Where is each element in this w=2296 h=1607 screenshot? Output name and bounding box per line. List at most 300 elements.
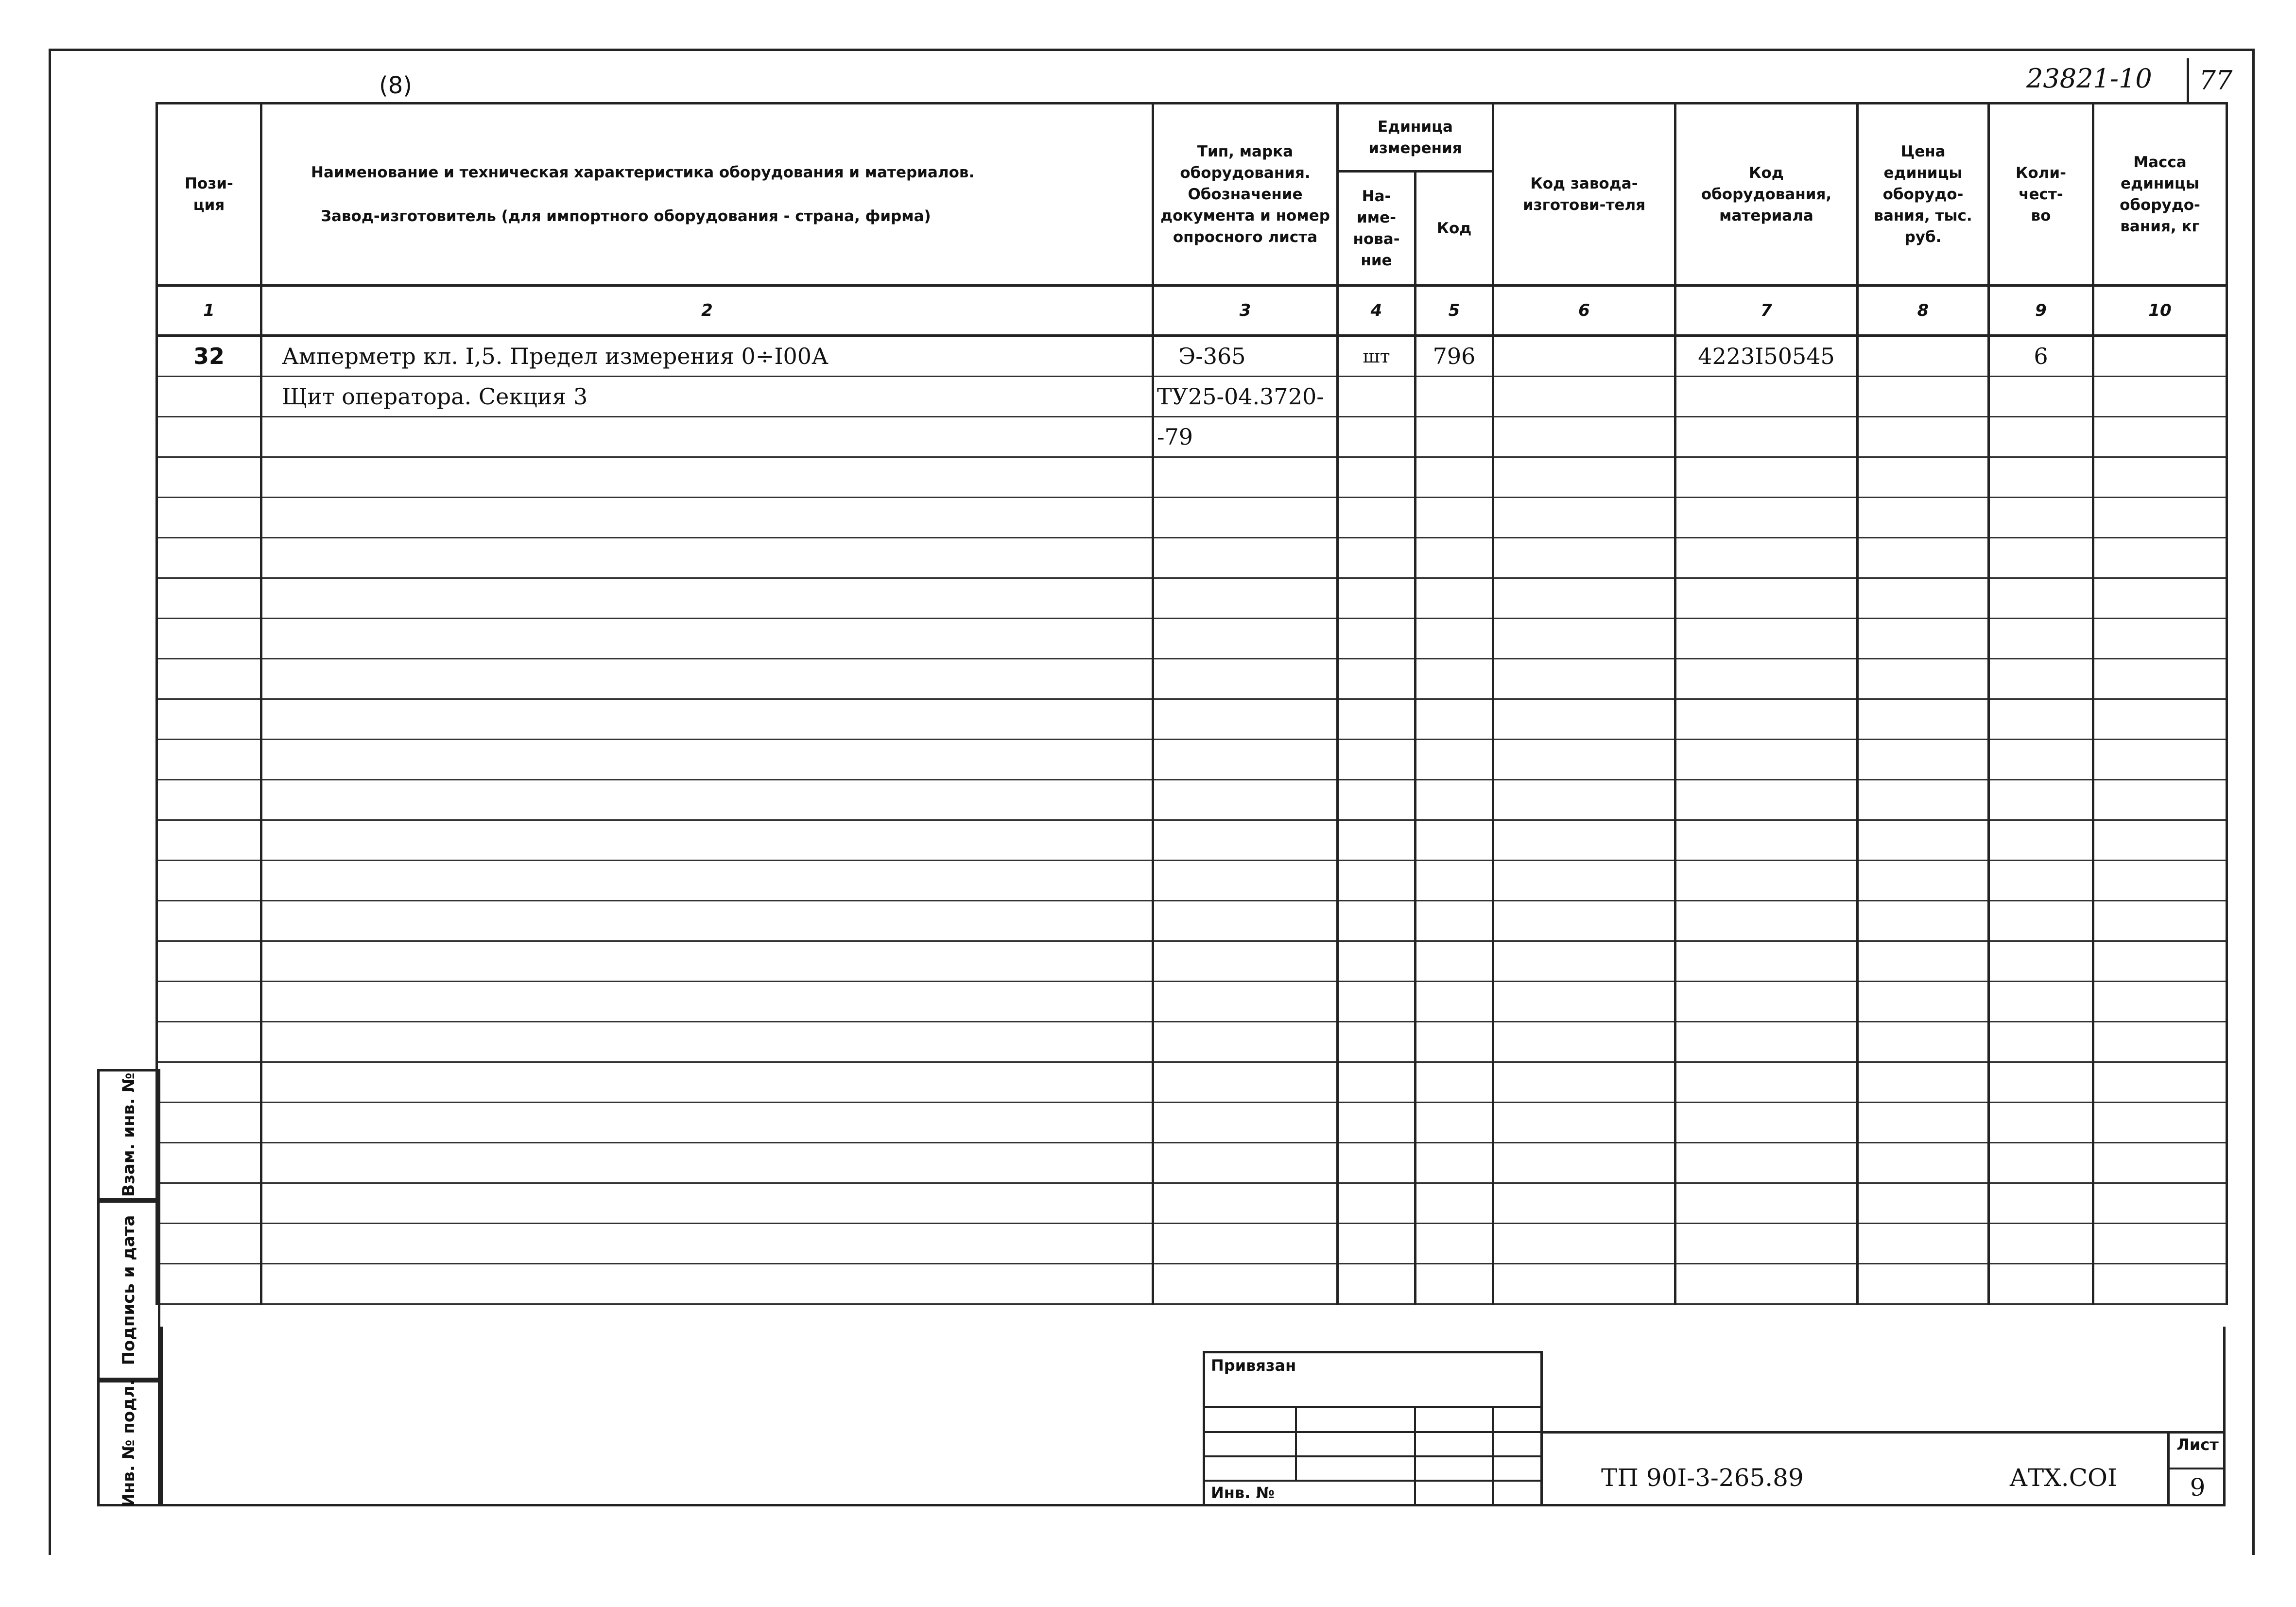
cell-price xyxy=(1858,659,1989,699)
cell-factory-code xyxy=(1493,417,1675,457)
cell-position xyxy=(157,1062,261,1103)
cell-mass xyxy=(2093,417,2227,457)
cell-name xyxy=(261,740,1153,780)
header-unit-name: На- име- нова- ние xyxy=(1338,172,1416,286)
cell-unit-code xyxy=(1416,941,1493,982)
privyazan-block xyxy=(1203,1351,1543,1506)
privyazan-divider xyxy=(1295,1406,1297,1480)
cell-mass xyxy=(2093,901,2227,941)
cell-mass xyxy=(2093,1062,2227,1103)
cell-type: -79 xyxy=(1153,417,1338,457)
table-row-empty xyxy=(157,659,2227,699)
cell-equipment-code xyxy=(1675,1103,1858,1143)
column-number: 7 xyxy=(1675,286,1858,336)
cell-position xyxy=(157,1264,261,1304)
cell-position xyxy=(157,538,261,578)
cell-equipment-code xyxy=(1675,1224,1858,1264)
header-factory-code: Код завода-изготови-теля xyxy=(1493,104,1675,286)
cell-equipment-code xyxy=(1675,538,1858,578)
cell-unit-name xyxy=(1338,941,1416,982)
privyazan-divider xyxy=(1205,1431,1540,1433)
cell-unit-code xyxy=(1416,1183,1493,1224)
table-row-empty xyxy=(157,457,2227,498)
cell-mass xyxy=(2093,1224,2227,1264)
privyazan-divider xyxy=(1492,1406,1494,1506)
cell-type xyxy=(1153,659,1338,699)
cell-quantity xyxy=(1989,740,2093,780)
cell-equipment-code xyxy=(1675,659,1858,699)
table-row xyxy=(157,336,2227,377)
cell-position xyxy=(157,982,261,1022)
cell-quantity xyxy=(1989,1264,2093,1304)
cell-factory-code xyxy=(1493,941,1675,982)
cell-unit-code xyxy=(1416,699,1493,740)
cell-name: Амперметр кл. I,5. Предел измерения 0÷I00А xyxy=(261,336,1153,377)
cell-type: ТУ25-04.3720- xyxy=(1153,377,1338,417)
cell-equipment-code xyxy=(1675,820,1858,861)
cell-type xyxy=(1153,1103,1338,1143)
header-unit-group: Единица измерения xyxy=(1338,104,1493,172)
cell-position xyxy=(157,1143,261,1183)
cell-equipment-code xyxy=(1675,417,1858,457)
table-row-empty xyxy=(157,578,2227,619)
cell-price xyxy=(1858,619,1989,659)
stamp-podpis-data-label: Подпись и дата xyxy=(119,1215,138,1365)
header-unit-code: Код xyxy=(1416,172,1493,286)
cell-equipment-code xyxy=(1675,982,1858,1022)
table-row-empty xyxy=(157,1022,2227,1062)
document-id: 23821-10 xyxy=(2026,63,2152,94)
column-number: 8 xyxy=(1858,286,1989,336)
cell-factory-code xyxy=(1493,1264,1675,1304)
cell-name xyxy=(261,1022,1153,1062)
cell-type xyxy=(1153,1022,1338,1062)
header-name-line1: Наименование и техническая характеристика оборудования и материалов. xyxy=(311,164,975,181)
cell-quantity xyxy=(1989,619,2093,659)
document-code-block xyxy=(1543,1431,2226,1506)
header-quantity: Коли- чест- во xyxy=(1989,104,2093,286)
cell-unit-code xyxy=(1416,1103,1493,1143)
cell-unit-name xyxy=(1338,820,1416,861)
cell-mass xyxy=(2093,740,2227,780)
cell-type xyxy=(1153,578,1338,619)
cell-type xyxy=(1153,498,1338,538)
cell-factory-code xyxy=(1493,377,1675,417)
cell-unit-code xyxy=(1416,901,1493,941)
cell-price xyxy=(1858,1264,1989,1304)
cell-quantity xyxy=(1989,1143,2093,1183)
privyazan-label: Привязан xyxy=(1211,1356,1296,1375)
cell-type xyxy=(1153,1264,1338,1304)
cell-position xyxy=(157,1103,261,1143)
cell-equipment-code xyxy=(1675,1183,1858,1224)
cell-unit-code xyxy=(1416,1264,1493,1304)
cell-price xyxy=(1858,861,1989,901)
cell-price xyxy=(1858,780,1989,820)
cell-mass xyxy=(2093,780,2227,820)
cell-factory-code xyxy=(1493,1183,1675,1224)
table-row-empty xyxy=(157,699,2227,740)
cell-unit-code xyxy=(1416,498,1493,538)
cell-equipment-code xyxy=(1675,578,1858,619)
cell-type xyxy=(1153,619,1338,659)
cell-factory-code xyxy=(1493,1224,1675,1264)
table-row-empty xyxy=(157,1264,2227,1304)
table-row-empty xyxy=(157,1103,2227,1143)
column-number: 5 xyxy=(1416,286,1493,336)
cell-type xyxy=(1153,1143,1338,1183)
cell-price xyxy=(1858,457,1989,498)
cell-unit-code xyxy=(1416,578,1493,619)
cell-position xyxy=(157,941,261,982)
cell-quantity xyxy=(1989,982,2093,1022)
cell-position xyxy=(157,820,261,861)
table-row-empty xyxy=(157,861,2227,901)
table-row-empty xyxy=(157,1183,2227,1224)
table-row xyxy=(157,377,2227,417)
cell-unit-name xyxy=(1338,982,1416,1022)
cell-equipment-code xyxy=(1675,1062,1858,1103)
cell-factory-code xyxy=(1493,820,1675,861)
cell-mass xyxy=(2093,1264,2227,1304)
document-section: АТХ.СОI xyxy=(2009,1464,2117,1492)
cell-unit-name xyxy=(1338,1062,1416,1103)
cell-unit-name xyxy=(1338,1264,1416,1304)
sheet-id: 77 xyxy=(2187,58,2243,103)
cell-quantity xyxy=(1989,1062,2093,1103)
cell-quantity xyxy=(1989,377,2093,417)
cell-factory-code xyxy=(1493,538,1675,578)
cell-unit-code xyxy=(1416,1143,1493,1183)
cell-position xyxy=(157,740,261,780)
header-equipment-code: Код оборудования, материала xyxy=(1675,104,1858,286)
cell-quantity: 6 xyxy=(1989,336,2093,377)
cell-mass xyxy=(2093,377,2227,417)
cell-unit-name xyxy=(1338,1022,1416,1062)
cell-position xyxy=(157,861,261,901)
cell-unit-name xyxy=(1338,619,1416,659)
cell-position xyxy=(157,1224,261,1264)
cell-price xyxy=(1858,1143,1989,1183)
header-mass: Масса единицы оборудо-вания, кг xyxy=(2093,104,2227,286)
cell-name xyxy=(261,1103,1153,1143)
cell-mass xyxy=(2093,820,2227,861)
table-row-empty xyxy=(157,1143,2227,1183)
stamp-inv-podl xyxy=(97,1380,160,1506)
cell-factory-code xyxy=(1493,578,1675,619)
cell-unit-name xyxy=(1338,861,1416,901)
cell-type xyxy=(1153,1062,1338,1103)
cell-position xyxy=(157,498,261,538)
cell-unit-name xyxy=(1338,740,1416,780)
privyazan-divider xyxy=(1205,1406,1540,1408)
cell-quantity xyxy=(1989,1224,2093,1264)
cell-name xyxy=(261,1224,1153,1264)
table-row-empty xyxy=(157,740,2227,780)
cell-price xyxy=(1858,377,1989,417)
cell-position xyxy=(157,619,261,659)
cell-unit-code xyxy=(1416,820,1493,861)
cell-unit-name xyxy=(1338,1103,1416,1143)
inv-no-label: Инв. № xyxy=(1211,1484,1275,1502)
cell-unit-name xyxy=(1338,1224,1416,1264)
cell-equipment-code xyxy=(1675,780,1858,820)
cell-unit-name xyxy=(1338,901,1416,941)
privyazan-divider xyxy=(1205,1455,1540,1457)
cell-factory-code xyxy=(1493,336,1675,377)
cell-type xyxy=(1153,861,1338,901)
cell-unit-code xyxy=(1416,780,1493,820)
cell-quantity xyxy=(1989,1022,2093,1062)
cell-type xyxy=(1153,982,1338,1022)
table-row-empty xyxy=(157,1062,2227,1103)
sheet-box xyxy=(2167,1434,2226,1506)
cell-quantity xyxy=(1989,780,2093,820)
cell-factory-code xyxy=(1493,861,1675,901)
column-number: 10 xyxy=(2093,286,2227,336)
cell-mass xyxy=(2093,538,2227,578)
column-number: 3 xyxy=(1153,286,1338,336)
privyazan-divider xyxy=(1414,1406,1416,1506)
cell-equipment-code xyxy=(1675,941,1858,982)
cell-factory-code xyxy=(1493,699,1675,740)
cell-price xyxy=(1858,1103,1989,1143)
cell-equipment-code xyxy=(1675,1264,1858,1304)
cell-position: 32 xyxy=(157,336,261,377)
table-row-empty xyxy=(157,619,2227,659)
table-row-empty xyxy=(157,941,2227,982)
table-row-empty xyxy=(157,982,2227,1022)
column-number: 4 xyxy=(1338,286,1416,336)
cell-position xyxy=(157,780,261,820)
cell-quantity xyxy=(1989,820,2093,861)
cell-type xyxy=(1153,457,1338,498)
cell-unit-name xyxy=(1338,457,1416,498)
cell-name xyxy=(261,457,1153,498)
cell-price xyxy=(1858,901,1989,941)
cell-type: Э-365 xyxy=(1153,336,1338,377)
cell-name xyxy=(261,820,1153,861)
cell-position xyxy=(157,901,261,941)
cell-quantity xyxy=(1989,457,2093,498)
cell-unit-name xyxy=(1338,417,1416,457)
cell-position xyxy=(157,699,261,740)
cell-mass xyxy=(2093,498,2227,538)
cell-equipment-code xyxy=(1675,699,1858,740)
cell-price xyxy=(1858,1022,1989,1062)
header-type: Тип, марка оборудования. Обозначение документа и номер опросного листа xyxy=(1153,104,1338,286)
cell-position xyxy=(157,1183,261,1224)
cell-factory-code xyxy=(1493,780,1675,820)
cell-type xyxy=(1153,699,1338,740)
cell-name xyxy=(261,659,1153,699)
cell-quantity xyxy=(1989,941,2093,982)
cell-price xyxy=(1858,1062,1989,1103)
cell-unit-code xyxy=(1416,1062,1493,1103)
cell-equipment-code xyxy=(1675,498,1858,538)
cell-unit-code xyxy=(1416,377,1493,417)
cell-price xyxy=(1858,699,1989,740)
cell-mass xyxy=(2093,1022,2227,1062)
cell-mass xyxy=(2093,861,2227,901)
cell-name xyxy=(261,1062,1153,1103)
cell-unit-code xyxy=(1416,659,1493,699)
cell-type xyxy=(1153,1183,1338,1224)
cell-factory-code xyxy=(1493,740,1675,780)
cell-name xyxy=(261,1264,1153,1304)
cell-factory-code xyxy=(1493,901,1675,941)
cell-name xyxy=(261,619,1153,659)
cell-unit-name xyxy=(1338,780,1416,820)
column-number: 2 xyxy=(261,286,1153,336)
cell-unit-name xyxy=(1338,659,1416,699)
cell-mass xyxy=(2093,1103,2227,1143)
cell-type xyxy=(1153,538,1338,578)
table-row-empty xyxy=(157,820,2227,861)
table-row-empty xyxy=(157,780,2227,820)
header-position: Пози- ция xyxy=(157,104,261,286)
cell-equipment-code: 4223I50545 xyxy=(1675,336,1858,377)
cell-quantity xyxy=(1989,659,2093,699)
cell-factory-code xyxy=(1493,982,1675,1022)
cell-factory-code xyxy=(1493,1022,1675,1062)
cell-mass xyxy=(2093,1143,2227,1183)
cell-quantity xyxy=(1989,1103,2093,1143)
cell-quantity xyxy=(1989,901,2093,941)
cell-equipment-code xyxy=(1675,861,1858,901)
privyazan-divider xyxy=(1205,1480,1540,1482)
cell-unit-name xyxy=(1338,699,1416,740)
stamp-podpis-data xyxy=(97,1200,160,1380)
cell-price xyxy=(1858,820,1989,861)
cell-mass xyxy=(2093,1183,2227,1224)
cell-equipment-code xyxy=(1675,377,1858,417)
cell-price xyxy=(1858,1183,1989,1224)
table-row-empty xyxy=(157,901,2227,941)
sheet-number: 9 xyxy=(2170,1468,2226,1502)
cell-price xyxy=(1858,417,1989,457)
cell-unit-name xyxy=(1338,1143,1416,1183)
table-row-empty xyxy=(157,538,2227,578)
cell-name xyxy=(261,780,1153,820)
cell-name xyxy=(261,498,1153,538)
cell-factory-code xyxy=(1493,659,1675,699)
cell-unit-code xyxy=(1416,861,1493,901)
cell-unit-code: 796 xyxy=(1416,336,1493,377)
cell-mass xyxy=(2093,659,2227,699)
cell-mass xyxy=(2093,336,2227,377)
cell-name xyxy=(261,982,1153,1022)
cell-type xyxy=(1153,820,1338,861)
column-number: 9 xyxy=(1989,286,2093,336)
cell-unit-code xyxy=(1416,1022,1493,1062)
stamp-inv-podl-label: Инв. № подл. xyxy=(119,1379,138,1507)
document-code: ТП 90I-3-265.89 xyxy=(1601,1464,1804,1492)
cell-equipment-code xyxy=(1675,740,1858,780)
cell-factory-code xyxy=(1493,1143,1675,1183)
cell-name xyxy=(261,901,1153,941)
cell-price xyxy=(1858,1224,1989,1264)
header-name-line2: Завод-изготовитель (для импортного оборудования - страна, фирма) xyxy=(321,207,931,225)
cell-type xyxy=(1153,901,1338,941)
cell-name xyxy=(261,578,1153,619)
cell-quantity xyxy=(1989,498,2093,538)
cell-price xyxy=(1858,941,1989,982)
cell-unit-code xyxy=(1416,982,1493,1022)
cell-factory-code xyxy=(1493,457,1675,498)
cell-unit-code xyxy=(1416,619,1493,659)
cell-unit-code xyxy=(1416,538,1493,578)
stamp-vzam-inv xyxy=(97,1069,160,1200)
cell-name: Щит оператора. Секция 3 xyxy=(261,377,1153,417)
cell-unit-name: шт xyxy=(1338,336,1416,377)
cell-position xyxy=(157,659,261,699)
table-row xyxy=(157,417,2227,457)
column-number-row xyxy=(157,286,2227,336)
cell-type xyxy=(1153,740,1338,780)
sheet-label: Лист xyxy=(2176,1435,2219,1454)
cell-equipment-code xyxy=(1675,1022,1858,1062)
cell-name xyxy=(261,861,1153,901)
table-row-empty xyxy=(157,498,2227,538)
header-price: Цена единицы оборудо-вания, тыс. руб. xyxy=(1858,104,1989,286)
cell-name xyxy=(261,1143,1153,1183)
cell-quantity xyxy=(1989,417,2093,457)
cell-price xyxy=(1858,578,1989,619)
cell-unit-name xyxy=(1338,1183,1416,1224)
cell-unit-code xyxy=(1416,1224,1493,1264)
cell-unit-name xyxy=(1338,578,1416,619)
cell-name xyxy=(261,699,1153,740)
cell-mass xyxy=(2093,941,2227,982)
cell-price xyxy=(1858,498,1989,538)
cell-position xyxy=(157,1022,261,1062)
cell-unit-name xyxy=(1338,498,1416,538)
cell-factory-code xyxy=(1493,498,1675,538)
cell-name xyxy=(261,941,1153,982)
cell-price xyxy=(1858,336,1989,377)
cell-position xyxy=(157,417,261,457)
cell-equipment-code xyxy=(1675,457,1858,498)
cell-mass xyxy=(2093,699,2227,740)
header-name xyxy=(261,104,1153,286)
cell-factory-code xyxy=(1493,1103,1675,1143)
cell-price xyxy=(1858,538,1989,578)
cell-mass xyxy=(2093,457,2227,498)
cell-unit-code xyxy=(1416,740,1493,780)
cell-unit-name xyxy=(1338,377,1416,417)
cell-price xyxy=(1858,740,1989,780)
cell-unit-name xyxy=(1338,538,1416,578)
cell-quantity xyxy=(1989,538,2093,578)
cell-quantity xyxy=(1989,578,2093,619)
table-row-empty xyxy=(157,1224,2227,1264)
cell-mass xyxy=(2093,619,2227,659)
cell-position xyxy=(157,578,261,619)
cell-mass xyxy=(2093,982,2227,1022)
cell-price xyxy=(1858,982,1989,1022)
cell-factory-code xyxy=(1493,1062,1675,1103)
cell-name xyxy=(261,538,1153,578)
cell-type xyxy=(1153,1224,1338,1264)
cell-equipment-code xyxy=(1675,1143,1858,1183)
cell-name xyxy=(261,1183,1153,1224)
cell-quantity xyxy=(1989,699,2093,740)
section-mark: (8) xyxy=(379,72,412,99)
specification-table xyxy=(155,102,2228,1305)
cell-type xyxy=(1153,780,1338,820)
cell-quantity xyxy=(1989,1183,2093,1224)
